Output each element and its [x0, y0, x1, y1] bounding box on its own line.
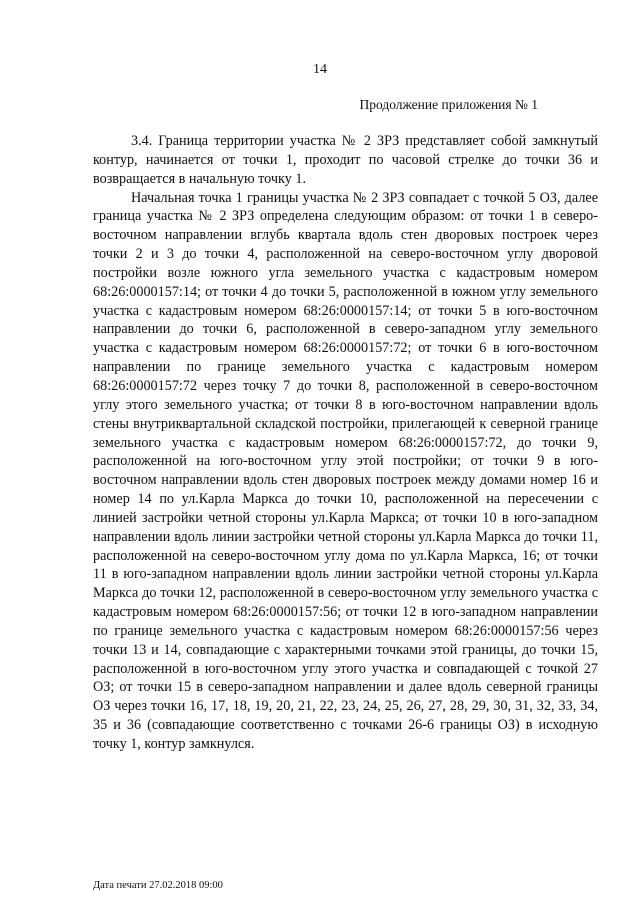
print-date-footer: Дата печати 27.02.2018 09:00 — [93, 880, 223, 891]
document-body — [93, 132, 598, 754]
paragraph-boundary-description: Начальная точка 1 границы участка № 2 ЗРЗ совпадает с точкой 5 ОЗ, далее граница участка № 2 ЗРЗ определена следующим образом: от точки 1 в северо-восточном направлении вглубь квартала вдоль стен дворовых построек через точки 2 и 3 до точки 4, расположенной на северо-восточном углу дворовой постройки возле южного угла земельного участка с кадастровым номером 68:26:0000157:14; от точки 4 до точки 5, расположенной в южном углу земельного участка с кадастровым номером 68:26:0000157:14; от точки 5 в юго-восточном направлении до точки 6, расположенной в северо-западном углу земельного участка с кадастровым номером 68:26:0000157:72; от точки 6 в юго-восточном направлении по границе земельного участка с кадастровым номером 68:26:0000157:72 через точку 7 до точки 8, расположенной в северо-восточном углу этого земельного участка; от точки 8 в юго-восточном направлении вдоль стены внутриквартальной складской постройки, прилегающей к северной границе земельного участка с кадастровым номером 68:26:0000157:72, до точки 9, расположенной на юго-восточном углу этой постройки; от точки 9 в юго-восточном направлении вдоль стен дворовых построек между домами номер 16 и номер 14 по ул.Карла Маркса до точки 10, расположенной на пересечении с линией застройки четной стороны ул.Карла Маркса; от точки 10 в юго-западном направлении вдоль линии застройки четной стороны ул.Карла Маркса до точки 11, расположенной на северо-восточном углу дома по ул.Карла Маркса, 16; от точки 11 в юго-западном направлении вдоль линии застройки четной стороны ул.Карла Маркса до точки 12, расположенной в северо-восточном углу земельного участка с кадастровым номером 68:26:0000157:56; от точки 12 в юго-западном направлении по границе земельного участка с кадастровым номером 68:26:0000157:56 через точки 13 и 14, совпадающие с характерными точками этой границы, до точки 15, расположенной в юго-восточном углу этого участка и совпадающей с точкой 27 ОЗ; от точки 15 в северо-западном направлении и далее вдоль северной границы ОЗ через точки 16, 17, 18, 19, 20, 21, 22, 23, 24, 25, 26, 27, 28, 29, 30, 31, 32, 33, 34, 35 и 36 (совпадающие соответственно с точками 26-6 границы ОЗ) в исходную точку 1, контур замкнулся. — [93, 189, 598, 752]
appendix-continuation-label: Продолжение приложения № 1 — [359, 97, 538, 112]
page-number: 14 — [313, 62, 327, 77]
paragraph-3-4: 3.4. Граница территории участка № 2 ЗРЗ представляет собой замкнутый контур, начинается от точки 1, проходит по часовой стрелке до точки 36 и возвращается в начальную точку 1. — [93, 133, 598, 187]
